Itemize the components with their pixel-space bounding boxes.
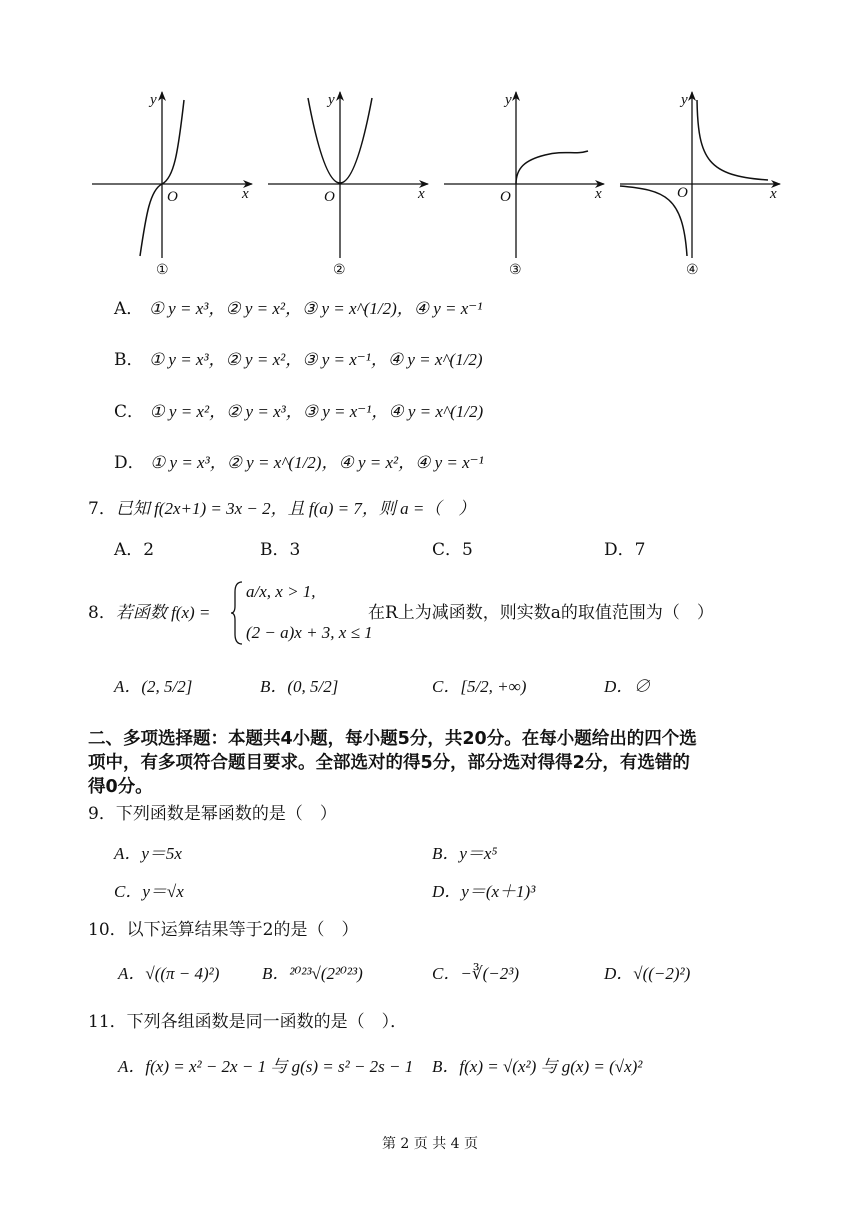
q7-option-a[interactable]: A．2 (114, 540, 155, 560)
graph-4-origin-label: O (677, 185, 688, 201)
graph-1-origin-label: O (167, 189, 178, 205)
power-function-graphs (0, 0, 860, 290)
q10-option-a[interactable]: A．√((π − 4)²) (118, 964, 220, 983)
q9-option-a[interactable]: A．y＝5x (114, 844, 182, 863)
graph-2-y-label: y (328, 92, 335, 108)
q8-case-2: (2 − a)x + 3, x ≤ 1 (246, 623, 373, 642)
graph-1 (92, 92, 252, 278)
section-2-heading-line-3: 得0分。 (88, 777, 153, 797)
q8-brace (230, 580, 244, 646)
q10-option-c[interactable]: C．−∛(−2³) (432, 964, 520, 983)
section-2-heading-line-1: 二、多项选择题：本题共4小题，每小题5分，共20分。在每小题给出的四个选 (88, 729, 697, 749)
graph-2-origin-label: O (324, 189, 335, 205)
q8-option-c[interactable]: C．[5/2, +∞) (432, 677, 527, 696)
q6-option-a[interactable]: A． ① y = x³，② y = x²，③ y = x^(1/2)，④ y = x⁻¹ (114, 299, 483, 319)
question-7 (88, 498, 475, 520)
graph-4 (620, 92, 780, 278)
graph-4-x-label: x (770, 186, 777, 202)
section-2-heading-line-2: 项中，有多项符合题目要求。全部选对的得5分，部分选对得得2分，有选错的 (88, 753, 690, 773)
page-footer: 第 2 页 共 4 页 (381, 1136, 479, 1152)
graph-1-y-label: y (150, 92, 157, 108)
q9-option-b[interactable]: B．y＝x⁵ (432, 844, 498, 863)
q8-suffix: 在R上为减函数，则实数a的取值范围为（ ） (368, 603, 714, 623)
q11-stem: 11．下列各组函数是同一函数的是（ ）． (88, 1012, 408, 1032)
graph-3-x-label: x (595, 186, 602, 202)
q7-option-c[interactable]: C．5 (432, 540, 473, 560)
graph-4-y-label: y (681, 92, 688, 108)
q9-stem: 9．下列函数是幂函数的是（ ） (88, 804, 337, 824)
q8-option-a[interactable]: A．(2, 5/2] (114, 677, 193, 696)
graph-2-caption: ② (333, 263, 346, 278)
q7-option-d[interactable]: D．7 (604, 540, 646, 560)
q6-option-b[interactable]: B． ① y = x³，② y = x²，③ y = x⁻¹，④ y = x^(1/2) (114, 350, 483, 370)
graph-3-y-label: y (505, 92, 512, 108)
q6-option-c[interactable]: C． ① y = x²，② y = x³，③ y = x⁻¹，④ y = x^(1/2) (114, 402, 484, 422)
graph-2-x-label: x (418, 186, 425, 202)
q7-stem: 已知 f(2x+1) = 3x − 2，且 f(a) = 7，则 a =（ ） (115, 499, 476, 518)
q11-option-b[interactable]: B．f(x) = √(x²) 与 g(x) = (√x)² (432, 1057, 643, 1076)
graph-2 (268, 92, 428, 278)
q8-option-d[interactable]: D．∅ (604, 677, 651, 696)
q10-option-b[interactable]: B．²⁰²³√(2²⁰²³) (262, 964, 363, 983)
q9-option-c[interactable]: C．y＝√x (114, 882, 184, 901)
graph-3-origin-label: O (500, 189, 511, 205)
graph-1-x-label: x (242, 186, 249, 202)
graph-3 (444, 92, 604, 278)
q8-option-b[interactable]: B．(0, 5/2] (260, 677, 339, 696)
q11-option-a[interactable]: A．f(x) = x² − 2x − 1 与 g(s) = s² − 2s − 1 (118, 1057, 414, 1076)
graph-4-caption: ④ (686, 263, 699, 278)
q8-prefix: 8．若函数 f(x) = (88, 603, 211, 623)
graph-1-caption: ① (156, 263, 169, 278)
q10-stem: 10．以下运算结果等于2的是（ ） (88, 920, 359, 940)
q9-option-d[interactable]: D．y＝(x＋1)³ (432, 882, 536, 901)
q7-option-b[interactable]: B．3 (260, 540, 301, 560)
graph-3-caption: ③ (509, 263, 522, 278)
q8-case-1: a/x, x > 1, (246, 582, 316, 601)
q7-number: 7． (88, 499, 116, 519)
q10-option-d[interactable]: D．√((−2)²) (604, 964, 691, 983)
q6-option-d[interactable]: D． ① y = x³，② y = x^(1/2)，④ y = x²，④ y = x⁻¹ (114, 453, 484, 473)
